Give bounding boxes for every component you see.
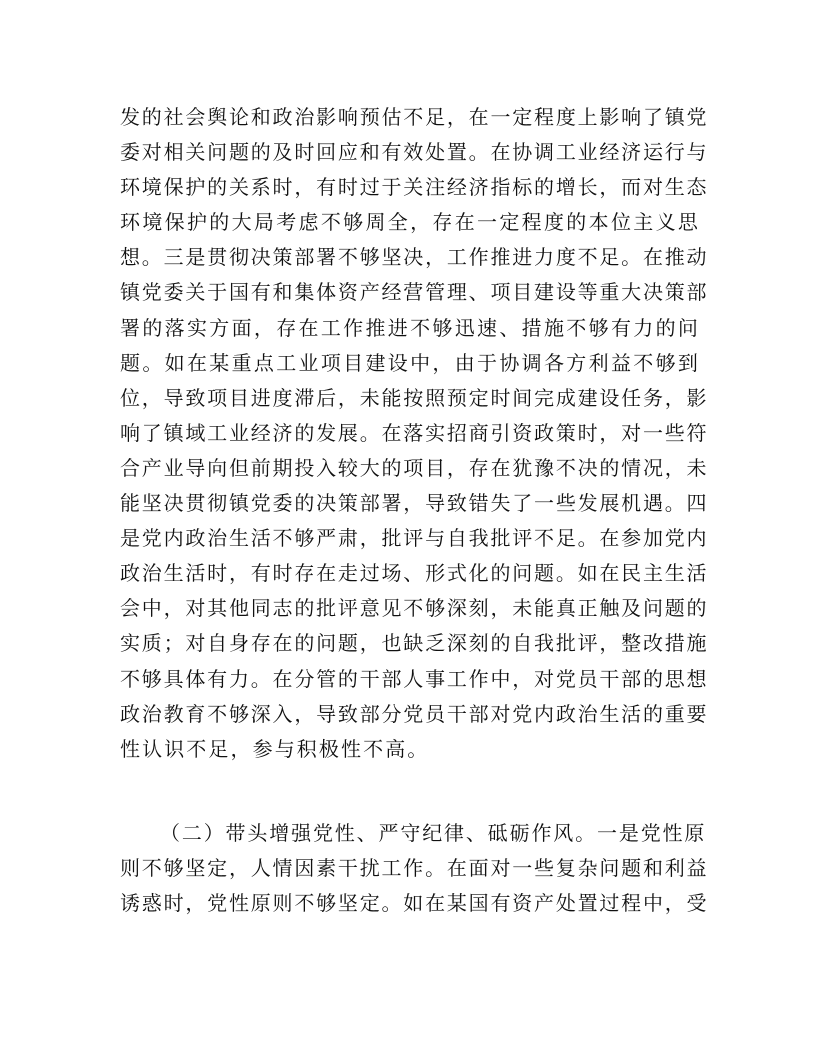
body-paragraph-2 xyxy=(120,816,709,921)
paragraph-line: 环境保护的关系时，有时过于关注经济指标的增长，而对生态 xyxy=(120,175,709,200)
paragraph-line: 性认识不足，参与积极性不高。 xyxy=(120,736,430,761)
paragraph-line: 政治生活时，有时存在走过场、形式化的问题。如在民主生活 xyxy=(120,561,709,586)
paragraph-line: 想。三是贯彻决策部署不够坚决，工作推进力度不足。在推动 xyxy=(120,245,709,270)
section-heading-line: （二）带头增强党性、严守纪律、砥砺作风。一是党性原 xyxy=(160,821,707,845)
paragraph-line: 题。如在某重点工业项目建设中，由于协调各方利益不够到 xyxy=(120,350,700,375)
paragraph-line: 环境保护的大局考虑不够周全，存在一定程度的本位主义思 xyxy=(120,210,700,235)
paragraph-line: 政治教育不够深入，导致部分党员干部对党内政治生活的重要 xyxy=(120,701,709,726)
paragraph-line: 会中，对其他同志的批评意见不够深刻，未能真正触及问题的 xyxy=(120,596,709,621)
paragraph-line: 诱惑时，党性原则不够坚定。如在某国有资产处置过程中，受 xyxy=(120,891,709,916)
paragraph-line: 合产业导向但前期投入较大的项目，存在犹豫不决的情况，未 xyxy=(120,455,709,480)
paragraph-line: 不够具体有力。在分管的干部人事工作中，对党员干部的思想 xyxy=(120,666,709,691)
paragraph-line: 位，导致项目进度滞后，未能按照预定时间完成建设任务，影 xyxy=(120,385,709,410)
paragraph-line: 能坚决贯彻镇党委的决策部署，导致错失了一些发展机遇。四 xyxy=(120,491,709,516)
body-paragraph-1 xyxy=(120,100,709,767)
paragraph-line: 署的落实方面，存在工作推进不够迅速、措施不够有力的问 xyxy=(120,315,700,340)
paragraph-line: 响了镇域工业经济的发展。在落实招商引资政策时，对一些符 xyxy=(120,420,709,445)
paragraph-line: 是党内政治生活不够严肃，批评与自我批评不足。在参加党内 xyxy=(120,526,709,551)
paragraph-line: 委对相关问题的及时回应和有效处置。在协调工业经济运行与 xyxy=(120,140,709,165)
paragraph-line: 则不够坚定，人情因素干扰工作。在面对一些复杂问题和利益 xyxy=(120,856,709,881)
paragraph-line: 发的社会舆论和政治影响预估不足，在一定程度上影响了镇党 xyxy=(120,105,709,129)
paragraph-line: 镇党委关于国有和集体资产经营管理、项目建设等重大决策部 xyxy=(120,280,709,305)
paragraph-line: 实质；对自身存在的问题，也缺乏深刻的自我批评，整改措施 xyxy=(120,631,709,656)
